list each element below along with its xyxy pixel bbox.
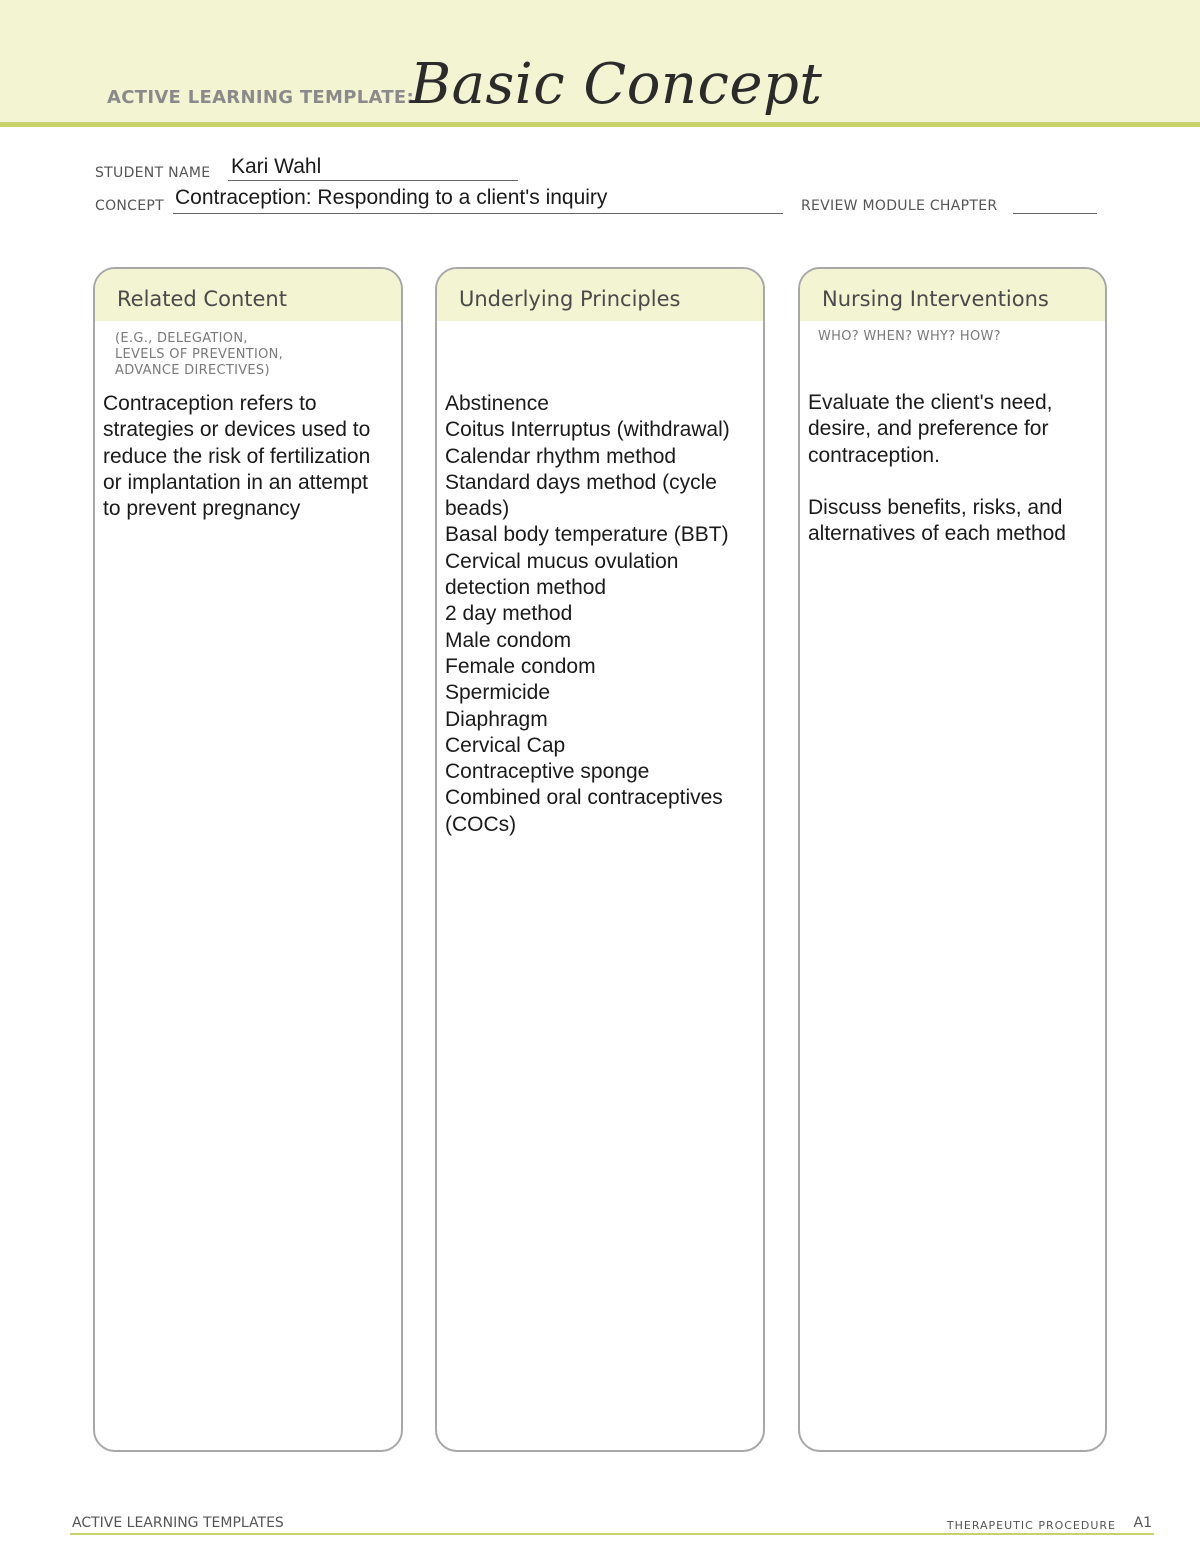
student-name-field[interactable]: Kari Wahl xyxy=(231,155,322,178)
panel-line: Calendar rhythm method xyxy=(445,444,677,468)
underlying-principles-title: Underlying Principles xyxy=(459,287,681,311)
panel-line xyxy=(808,469,1087,495)
footer-divider xyxy=(70,1533,1154,1535)
header-divider xyxy=(0,122,1200,127)
nursing-interventions-title: Nursing Interventions xyxy=(822,287,1049,311)
panel-line: Cervical mucus ovulation detection method xyxy=(445,549,679,600)
related-content-body[interactable] xyxy=(103,391,383,522)
concept-field[interactable]: Contraception: Responding to a client's inquiry xyxy=(175,186,608,209)
template-title: Basic Concept xyxy=(410,52,823,117)
nursing-interventions-panel xyxy=(798,267,1107,1452)
panel-line: Combined oral contraceptives (COCs) xyxy=(445,786,723,836)
panel-line: Abstinence xyxy=(445,392,549,415)
student-name-label: STUDENT NAME xyxy=(95,165,211,181)
related-content-hint: (E.G., DELEGATION, LEVELS OF PREVENTION, ADVANCE DIRECTIVES) xyxy=(115,331,284,378)
footer-left: ACTIVE LEARNING TEMPLATES xyxy=(72,1515,284,1531)
panel-line: Coitus Interruptus (withdrawal) xyxy=(445,418,730,442)
nursing-interventions-hint: WHO? WHEN? WHY? HOW? xyxy=(818,329,1001,344)
panel-line: Cervical Cap xyxy=(445,733,566,757)
panel-line: Evaluate the client's need, desire, and preference for contraception. xyxy=(808,391,1053,467)
panel-line: Basal body temperature (BBT) xyxy=(445,523,729,547)
template-label: ACTIVE LEARNING TEMPLATE: xyxy=(107,87,414,108)
panel-line: Contraception refers to strategies or devices used to reduce the risk of fertilization or implantation in an attempt to prevent pregnancy xyxy=(103,392,371,521)
concept-label: CONCEPT xyxy=(95,198,164,214)
student-name-line xyxy=(228,180,518,181)
underlying-principles-body[interactable] xyxy=(445,391,745,838)
footer-right: THERAPEUTIC PROCEDURE xyxy=(946,1519,1116,1532)
panel-line: Discuss benefits, risks, and alternatives of each method xyxy=(808,496,1066,546)
related-content-title: Related Content xyxy=(117,287,287,311)
panel-line: Spermicide xyxy=(445,681,551,705)
review-module-label: REVIEW MODULE CHAPTER xyxy=(801,198,998,214)
panel-line: Male condom xyxy=(445,628,572,652)
related-content-panel xyxy=(93,267,403,1452)
nursing-interventions-body[interactable] xyxy=(808,390,1087,548)
footer-page-number: A1 xyxy=(1133,1515,1152,1531)
panel-line: Standard days method (cycle beads) xyxy=(445,470,717,521)
panel-line: Diaphragm xyxy=(445,707,548,731)
panel-line: 2 day method xyxy=(445,602,573,626)
panel-line: Female condom xyxy=(445,654,596,678)
panel-line: Contraceptive sponge xyxy=(445,760,650,784)
underlying-principles-panel xyxy=(435,267,765,1452)
review-module-field[interactable] xyxy=(1013,213,1097,214)
concept-line xyxy=(173,213,783,214)
